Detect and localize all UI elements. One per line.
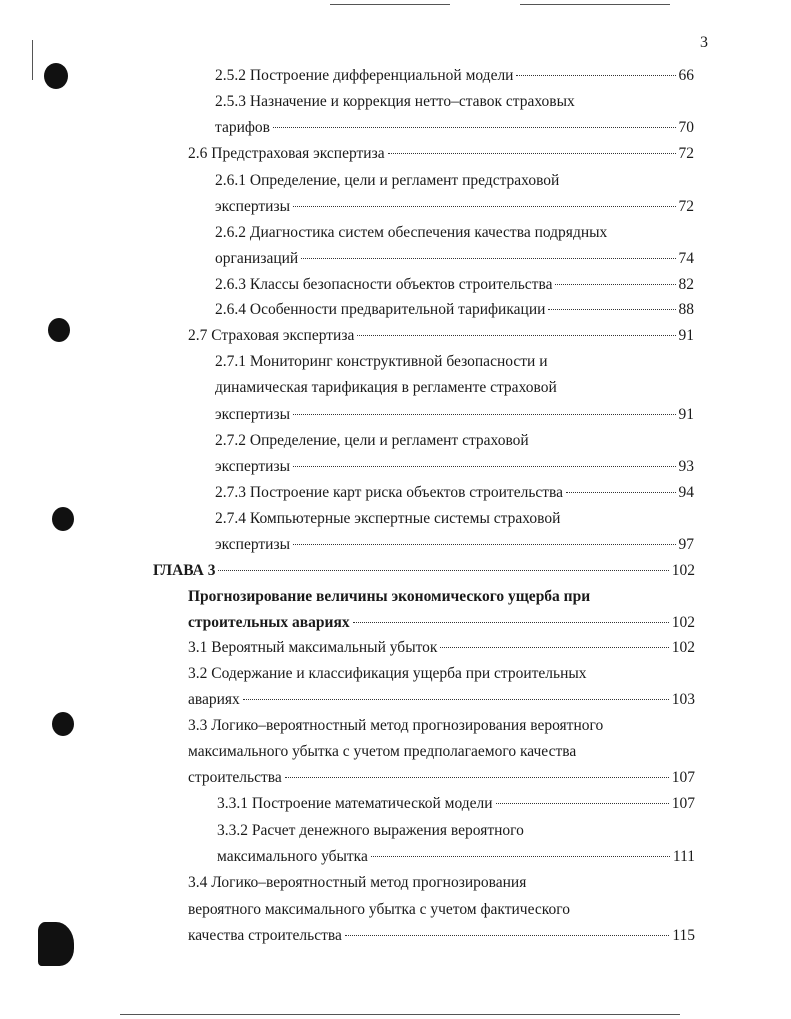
toc-entry-line[interactable]: максимального убытка с учетом предполагаемого качества bbox=[188, 743, 577, 760]
toc-entry-line[interactable]: 2.7.4 Компьютерные экспертные системы страховой bbox=[215, 510, 561, 527]
toc-entry[interactable]: строительства 107 bbox=[188, 769, 695, 786]
scan-edge-top bbox=[330, 4, 450, 5]
punch-hole-5 bbox=[38, 922, 74, 966]
punch-hole-4 bbox=[52, 712, 74, 736]
toc-entry-line[interactable]: 2.5.3 Назначение и коррекция нетто–ставок страховых bbox=[215, 93, 575, 110]
toc-entry[interactable]: 2.6.4 Особенности предварительной тарификации 88 bbox=[215, 301, 694, 318]
toc-entry[interactable]: экспертизы 91 bbox=[215, 406, 694, 423]
toc-entry-line[interactable]: вероятного максимального убытка с учетом фактического bbox=[188, 901, 570, 918]
toc-entry-line[interactable]: динамическая тарификация в регламенте страховой bbox=[215, 379, 557, 396]
toc-entry[interactable]: строительных авариях 102 bbox=[188, 614, 695, 631]
toc-entry-line[interactable]: 3.4 Логико–вероятностный метод прогнозирования bbox=[188, 874, 527, 891]
toc-entry[interactable]: качества строительства 115 bbox=[188, 927, 695, 944]
toc-entry-line[interactable]: 2.7.2 Определение, цели и регламент страховой bbox=[215, 432, 529, 449]
toc-entry-line[interactable]: 3.3.2 Расчет денежного выражения вероятного bbox=[217, 822, 524, 839]
toc-entry[interactable]: 2.6.3 Классы безопасности объектов строительства 82 bbox=[215, 276, 694, 293]
toc-entry[interactable]: 3.3.1 Построение математической модели 107 bbox=[217, 795, 695, 812]
toc-entry-chapter[interactable]: ГЛАВА 3 102 bbox=[153, 562, 695, 579]
toc-entry[interactable]: тарифов 70 bbox=[215, 119, 694, 136]
toc-entry-line[interactable]: Прогнозирование величины экономического ущерба при bbox=[188, 588, 591, 605]
toc-entry-line[interactable]: 3.2 Содержание и классификация ущерба при строительных bbox=[188, 665, 587, 682]
punch-hole-3 bbox=[52, 507, 74, 531]
punch-hole-2 bbox=[48, 318, 70, 342]
toc-entry[interactable]: 2.6 Предстраховая экспертиза 72 bbox=[188, 145, 694, 162]
scan-edge-left bbox=[32, 40, 33, 80]
toc-entry[interactable]: 2.7 Страховая экспертиза 91 bbox=[188, 327, 694, 344]
toc-entry[interactable]: экспертизы 93 bbox=[215, 458, 694, 475]
toc-entry-line[interactable]: 2.6.1 Определение, цели и регламент предстраховой bbox=[215, 172, 560, 189]
toc-entry-line[interactable]: 3.3 Логико–вероятностный метод прогнозирования вероятного bbox=[188, 717, 604, 734]
toc-entry[interactable]: 3.1 Вероятный максимальный убыток 102 bbox=[188, 639, 695, 656]
scan-edge-top-2 bbox=[520, 4, 670, 5]
toc-entry-line[interactable]: 2.7.1 Мониторинг конструктивной безопасности и bbox=[215, 353, 548, 370]
toc-entry[interactable]: максимального убытка 111 bbox=[217, 848, 695, 865]
toc-entry[interactable]: 2.7.3 Построение карт риска объектов строительства 94 bbox=[215, 484, 694, 501]
toc-entry[interactable]: авариях 103 bbox=[188, 691, 695, 708]
page-number: 3 bbox=[700, 34, 708, 51]
scan-edge-bottom bbox=[120, 1014, 680, 1015]
toc-entry[interactable]: экспертизы 72 bbox=[215, 198, 694, 215]
toc-entry[interactable]: экспертизы 97 bbox=[215, 536, 694, 553]
toc-entry-line[interactable]: 2.6.2 Диагностика систем обеспечения качества подрядных bbox=[215, 224, 608, 241]
punch-hole-1 bbox=[44, 63, 68, 89]
toc-entry[interactable]: организаций 74 bbox=[215, 250, 694, 267]
toc-entry[interactable]: 2.5.2 Построение дифференциальной модели 66 bbox=[215, 67, 694, 84]
